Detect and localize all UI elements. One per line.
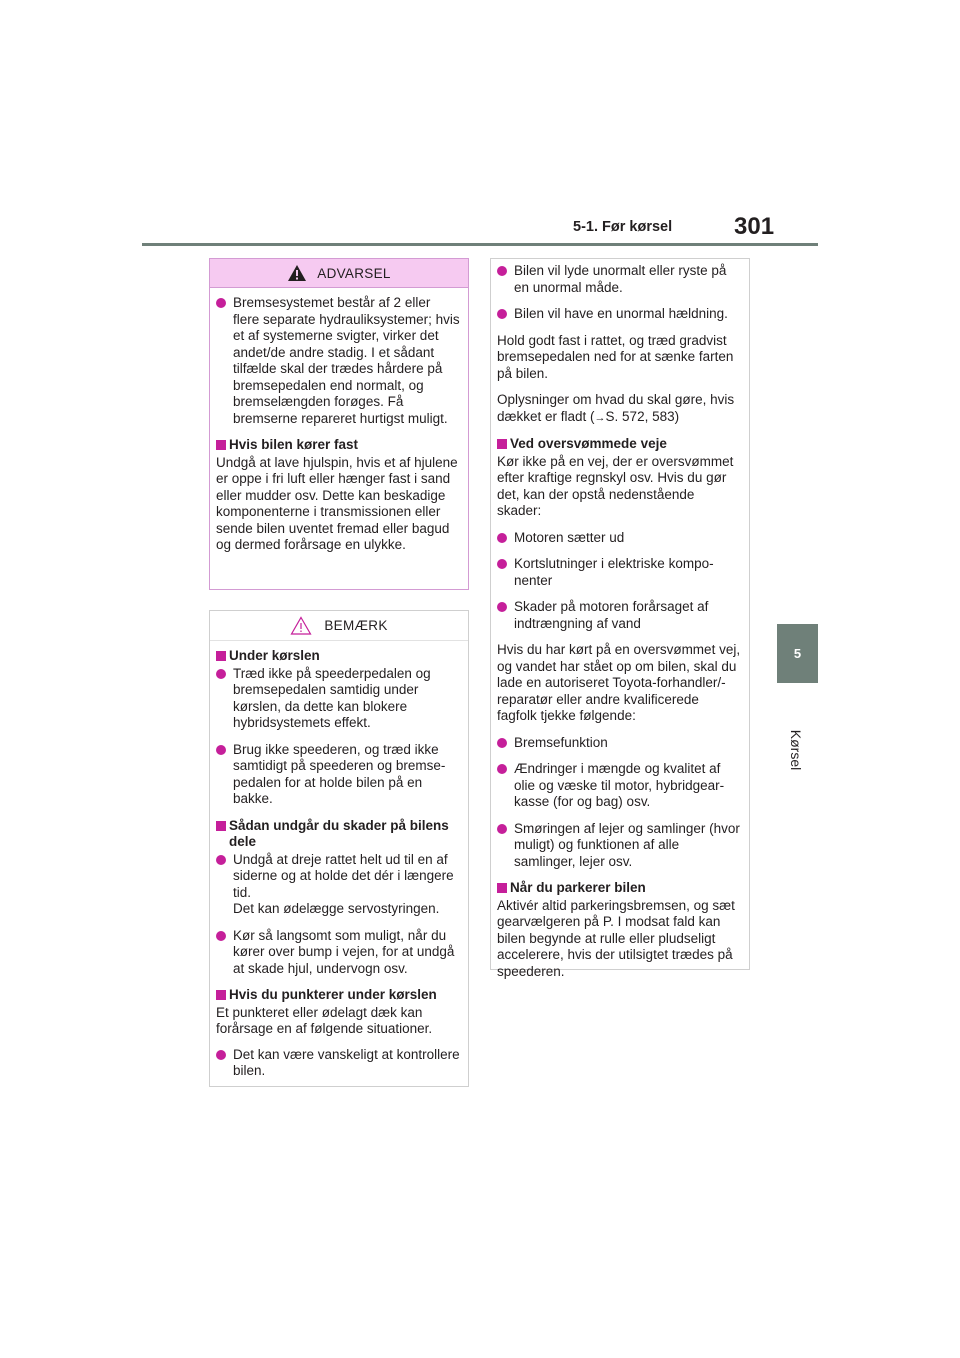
chapter-label: Kørsel — [788, 729, 805, 771]
right-paragraph: Hvis du har kørt på en oversvømmet vej, og vandet har stået op om bilen, skal du lade en autoriseret Toyota-forhandler/-reparatør eller andre kvalificerede fagfolk tjekke følgende: — [497, 642, 741, 723]
note-heading: Under kørslen — [216, 648, 460, 665]
note-bullet-text: Undgå at dreje rattet helt ud til en af siderne og at holde det dér i længere tid. — [233, 851, 454, 900]
note-bullet: Det kan være vanskeligt at kontrollere bilen. — [216, 1047, 460, 1080]
right-bullet: Bilen vil have en unormal hældning. — [497, 306, 741, 323]
page-reference: S. 572, 583) — [605, 408, 680, 424]
note-bullet: Kør så langsomt som muligt, når du kører over bump i vejen, for at undgå at skade hjul, undervogn osv. — [216, 928, 460, 978]
page-number: 301 — [734, 213, 775, 240]
note-paragraph: Et punkteret eller ødelagt dæk kan forårsage en af følgende situationer. — [216, 1004, 433, 1036]
note-bullet — [216, 852, 460, 918]
chapter-label-container — [776, 720, 816, 780]
warning-title: ADVARSEL — [317, 265, 391, 281]
right-paragraph-text: Oplysninger om hvad du skal gøre, hvis dækket er fladt ( — [497, 392, 735, 424]
warning-paragraph: Undgå at lave hjulspin, hvis et af hjulene er oppe i fri luft eller hænger fast i sand eller mudder osv. Dette kan beskadige komponenterne i transmissionen eller sende bilen uventet fremad eller bagud og dermed forårsage en ulykke. — [216, 454, 458, 552]
right-bullet: Kortslutninger i elektriske komponenter — [497, 556, 741, 589]
warning-triangle-icon — [287, 264, 307, 282]
right-paragraph: Hold godt fast i rattet, og træd gradvist bremsepedalen ned for at sænke farten på bilen. — [497, 332, 734, 381]
note-content — [210, 641, 468, 1080]
arrow-right-icon: → — [594, 411, 606, 424]
note-heading: Sådan undgår du skader på bilens dele — [216, 818, 460, 851]
note-heading: Hvis du punkterer under kørslen — [216, 987, 460, 1004]
note-box — [209, 610, 469, 1087]
note-bullet: Træd ikke på speederpedalen og bremsepedalen samtidig under kørslen, da dette kan blokere hybridsystemets effekt. — [216, 666, 460, 732]
warning-content — [210, 288, 468, 554]
warning-heading: Hvis bilen kører fast — [216, 437, 460, 454]
right-bullet: Motoren sætter ud — [497, 530, 741, 547]
right-bullet: Smøringen af lejer og samlinger (hvor muligt) og funktionen af alle samlinger, lejer osv. — [497, 821, 741, 871]
header-rule — [142, 243, 818, 246]
right-bullet: Skader på motoren forårsaget af indtrængning af vand — [497, 599, 741, 632]
caution-triangle-icon — [290, 616, 312, 635]
right-heading: Når du parkerer bilen — [497, 880, 741, 897]
warning-box — [209, 258, 469, 590]
right-paragraph: Aktivér altid parkeringsbremsen, og sæt gearvælgeren på P. I modsat fald kan bilen begynde at rulle eller pludseligt accelerere, hvis der utilsigtet trædes på speederen. — [497, 897, 735, 979]
note-bullet-text: Det kan ødelægge servostyringen. — [233, 901, 440, 916]
chapter-tab — [777, 624, 818, 683]
right-content — [491, 259, 749, 980]
note-bullet: Brug ikke speederen, og træd ikke samtidigt på speederen og bremsepedalen for at holde bilen på en bakke. — [216, 742, 460, 808]
warning-bullet: Bremsesystemet består af 2 eller flere separate hydrauliksystemer; hvis et af systemerne svigter, virker det andet/de andre stadig. I et sådant tilfælde skal der trædes hårdere på bremsepedalen end normalt, og bremselængden forøges. Få bremserne repareret hurtigst muligt. — [216, 295, 460, 427]
continued-note-box — [490, 258, 750, 979]
note-title: BEMÆRK — [324, 618, 388, 633]
warning-header — [210, 259, 468, 288]
right-bullet: Bilen vil lyde unormalt eller ryste på en unormal måde. — [497, 263, 741, 296]
right-paragraph — [497, 392, 741, 426]
right-bullet: Bremsefunktion — [497, 735, 741, 752]
note-header — [210, 611, 468, 641]
right-bullet: Ændringer i mængde og kvalitet af olie og væske til motor, hybridgearkasse (for og bag) osv. — [497, 761, 741, 811]
section-title: 5-1. Før kørsel — [573, 219, 673, 235]
chapter-number: 5 — [793, 646, 802, 661]
right-paragraph: Kør ikke på en vej, der er oversvømmet efter kraftige regnskyl osv. Hvis du gør det, kan der opstå nedenstående skader: — [497, 453, 734, 518]
right-heading: Ved oversvømmede veje — [497, 436, 741, 453]
